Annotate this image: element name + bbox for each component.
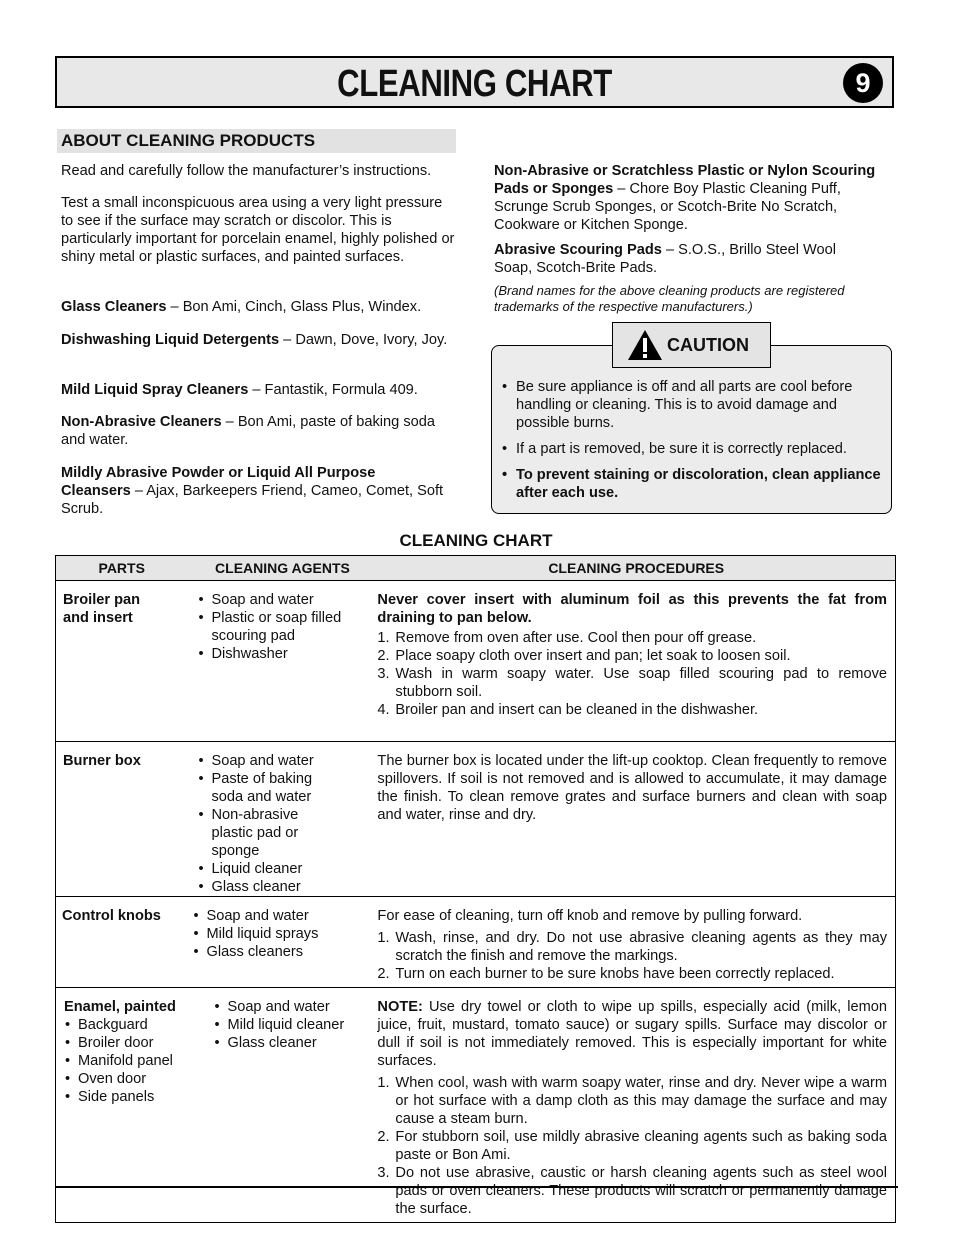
brand-note: (Brand names for the above cleaning products are registered trademarks of the respective manufacturers.) [494,283,845,314]
list-item: • Soap and water [197,752,317,770]
list-item: • Glass cleaner [213,1034,377,1052]
product-item [61,298,461,316]
list-item: 3. Do not use abrasive, caustic or harsh cleaning agents such as steel wool pads or oven cleaners. These products will scratch or permanently damage the surface. [377,1165,887,1217]
procedure-steps [377,629,887,719]
procedure-text: The burner box is located under the lift-up cooktop. Clean frequently to remove spillovers. If soil is not removed and is allowed to accumulate, it may damage the finish. To clean remove grates and surface burners and clean with soap and water, rinse and dry. [377,753,887,823]
list-item: 1. Remove from oven after use. Cool then pour off grease. [377,630,757,646]
product-term: Abrasive Scouring Pads [494,242,662,258]
list-item: • Mild liquid sprays [192,925,377,943]
caution-bullet: • Be sure appliance is off and all parts are cool before handling or cleaning. This is to avoid damage and possible burns. [500,378,885,432]
product-item [61,413,441,449]
bottom-rule [55,1186,898,1188]
part-name: Enamel, painted [64,999,176,1015]
list-item: • Liquid cleaner [197,860,317,878]
agents-cell [187,581,377,742]
list-item: 1. When cool, wash with warm soapy water, rinse and dry. Never wipe a warm or hot surface with a damp cloth as this may damage the surface and may cause a steam burn. [377,1075,887,1127]
agents-cell [187,742,377,897]
product-item [494,162,889,234]
product-desc: – Ajax, Barkeepers Friend, Cameo, Comet, Soft Scrub. [61,483,444,517]
agents-list [197,591,357,663]
product-desc: – Dawn, Dove, Ivory, Joy. [279,332,448,348]
procedure-steps [377,1074,887,1218]
chart-title-text: CLEANING CHART [399,531,553,550]
note-text: Use dry towel or cloth to wipe up spills, especially acid (milk, lemon juice, fruit, mustard, tomato sauce) or sugary spills. Surface may discolor or dull if soil is not immediately removed. This is especially important for white surfaces. [377,999,887,1069]
part-cell [56,897,188,988]
product-desc: – Fantastik, Formula 409. [248,382,418,398]
table-header-row [56,556,896,581]
column-header-procedures: CLEANING PROCEDURES [377,556,895,581]
part-name: Broiler pan and insert [63,592,141,626]
product-item [61,331,451,349]
product-desc: – Bon Ami, Cinch, Glass Plus, Windex. [166,299,422,315]
list-item: • Broiler door [64,1034,187,1052]
warning-triangle-icon [627,329,663,361]
list-item: • Backguard [64,1016,187,1034]
part-name: Control knobs [62,908,161,924]
agents-cell [187,897,377,988]
list-item: • Dishwasher [197,645,357,663]
chart-title [0,531,954,551]
column-header-parts: PARTS [56,556,188,581]
caution-bullet: • If a part is removed, be sure it is correctly replaced. [500,440,885,458]
intro-paragraph-1: Read and carefully follow the manufacturer’s instructions. [61,163,432,179]
table-row [56,897,896,988]
part-name: Burner box [63,753,141,769]
table-row [56,581,896,742]
list-item: • Soap and water [197,591,357,609]
cleaning-chart-table [55,555,896,1223]
list-item: • Manifold panel [64,1052,187,1070]
agents-list [213,998,377,1052]
list-item: • Paste of baking soda and water [197,770,317,806]
agents-list [197,752,317,896]
caution-bullet: • To prevent staining or discoloration, clean appliance after each use. [500,466,885,502]
page-title: CLEANING CHART [337,63,612,105]
product-item [494,241,874,277]
procedure-text: For ease of cleaning, turn off knob and remove by pulling forward. [377,908,803,924]
subparts-list [64,1016,187,1106]
list-item: • Soap and water [213,998,377,1016]
list-item: • Glass cleaners [192,943,377,961]
table-row [56,742,896,897]
list-item: • Glass cleaner [197,878,317,896]
section-heading-about: ABOUT CLEANING PRODUCTS [57,129,456,153]
list-item: 2. Turn on each burner to be sure knobs have been correctly replaced. [377,966,835,982]
agents-list [192,907,377,961]
note-label: NOTE: [377,999,423,1015]
list-item: 1. Wash, rinse, and dry. Do not use abrasive cleaning agents as they may scratch the finish and remove the markings. [377,930,887,964]
column-header-agents: CLEANING AGENTS [187,556,377,581]
product-desc: – Chore Boy Plastic Cleaning Puff, Scrunge Scrub Sponges, or Scotch-Brite No Scratch, Cookware or Kitchen Sponge. [494,181,841,233]
procedure-cell [377,897,895,988]
product-term: Mildly Abrasive Powder or Liquid All Purpose Cleansers [61,465,376,499]
product-term: Mild Liquid Spray Cleaners [61,382,249,398]
caution-list [500,378,885,502]
list-item: 3. Wash in warm soapy water. Use soap filled scouring pad to remove stubborn soil. [377,666,887,700]
procedure-note [377,998,887,1070]
part-cell [56,742,188,897]
product-term: Glass Cleaners [61,299,167,315]
list-item: • Non-abrasive plastic pad or sponge [197,806,317,860]
caution-tag [612,322,771,368]
product-term: Non-Abrasive or Scratchless Plastic or Nylon Scouring Pads or Sponges [494,163,876,197]
list-item: 2. Place soapy cloth over insert and pan; let soak to loosen soil. [377,648,791,664]
list-item: • Side panels [64,1088,187,1106]
list-item: 2. For stubborn soil, use mildly abrasive cleaning agents such as baking soda paste or Bon Ami. [377,1129,887,1163]
list-item: • Oven door [64,1070,187,1088]
product-item [61,381,461,399]
list-item: • Soap and water [192,907,377,925]
caution-label: CAUTION [667,335,749,355]
list-item: • Mild liquid cleaner [213,1016,377,1034]
list-item: 4. Broiler pan and insert can be cleaned in the dishwasher. [377,702,759,718]
intro-paragraph-2: Test a small inconspicuous area using a very light pressure to see if the surface may scratch or discolor. This is particularly important for porcelain enamel, highly polished or shiny metal or plastic surfaces, and painted surfaces. [61,195,455,265]
procedure-steps [377,929,887,983]
procedure-cell [377,742,895,897]
page-header [55,56,894,108]
procedure-lead: Never cover insert with aluminum foil as this prevents the fat from draining to pan below. [377,592,887,626]
part-cell [56,581,188,742]
product-item [61,464,447,518]
product-term: Dishwashing Liquid Detergents [61,332,280,348]
product-desc: – Bon Ami, paste of baking soda and water. [61,414,435,448]
product-term: Non-Abrasive Cleaners [61,414,222,430]
page-number-badge: 9 [843,63,883,103]
product-desc: – S.O.S., Brillo Steel Wool Soap, Scotch-Brite Pads. [494,242,837,276]
procedure-cell [377,581,895,742]
list-item: • Plastic or soap filled scouring pad [197,609,357,645]
